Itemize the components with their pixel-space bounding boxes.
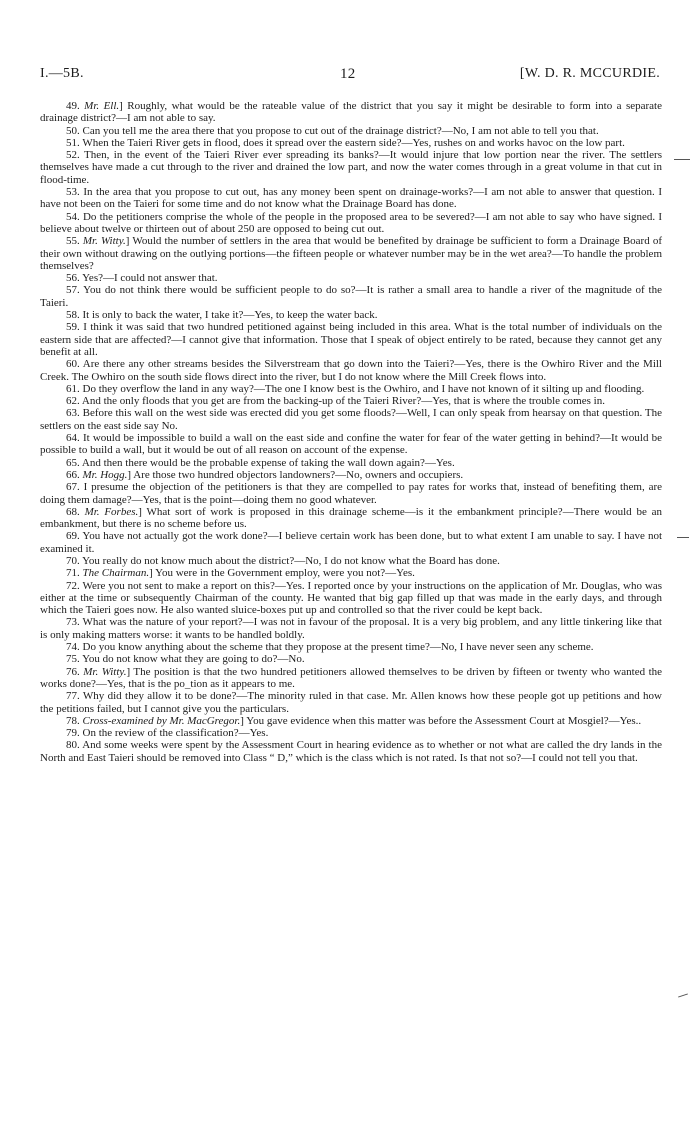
question-text: You have not actually got the work done?—I believe certain work has been done, but to what extent I am unable to say. I have not examined it. <box>40 530 662 555</box>
question-number: 56. <box>66 272 83 285</box>
question-number: 60. <box>66 358 83 371</box>
question-number: 50. <box>66 124 83 137</box>
question-paragraph <box>40 567 662 579</box>
question-paragraph <box>40 739 662 764</box>
question-paragraph <box>40 284 662 309</box>
question-number: 77. <box>66 690 83 703</box>
question-paragraph <box>40 666 662 691</box>
question-number: 61. <box>66 382 83 395</box>
question-text: Why did they allow it to be done?—The minority ruled in that case. Mr. Allen knows how these people got up petitions and how the petitions failed, but I cannot give you the particulars. <box>40 690 662 715</box>
question-text: ] You were in the Government employ, were you not?—Yes. <box>149 567 415 580</box>
question-text: You really do not know much about the district?—No, I do not know what the Board has done. <box>82 554 500 567</box>
question-paragraph <box>40 653 662 665</box>
question-text: Do you know anything about the scheme that they propose at the present time?—No, I have never seen any scheme. <box>82 641 594 654</box>
question-number: 58. <box>66 309 83 322</box>
question-number: 51. <box>66 136 83 149</box>
question-paragraph <box>40 506 662 531</box>
question-number: 70. <box>66 554 83 567</box>
question-text: Do they overflow the land in any way?—The one I know best is the Owhiro, and I have not known of it silting up and flooding. <box>82 382 645 395</box>
margin-mark <box>678 993 688 997</box>
page-header <box>40 66 660 86</box>
question-text: And some weeks were spent by the Assessment Court in hearing evidence as to whether or not what are called the dry lands in the North and East Taieri should be removed into Class “ D,” which is the class which is not rated. Is that not so?—I could not tell you that. <box>40 739 662 764</box>
question-text: ] Would the number of settlers in the area that would be benefited by drainage be sufficient to form a Drainage Board of their own without drawing on the outlying portions—the fifteen people or whatever number may be in the wet area?—To handle the problem themselves? <box>40 235 662 272</box>
question-paragraph <box>40 383 662 395</box>
question-paragraph <box>40 358 662 383</box>
speaker-name: Mr. Forbes. <box>84 505 139 518</box>
question-number: 65. <box>66 456 82 469</box>
question-text: What was the nature of your report?—I was not in favour of the proposal. It is a very big problem, and any little tinkering like that is only making matters worse: it wants to be handled boldly. <box>40 616 662 641</box>
question-paragraph <box>40 235 662 272</box>
question-paragraph <box>40 616 662 641</box>
page-number: 12 <box>340 66 356 82</box>
speaker-name: Mr. Ell. <box>84 100 120 112</box>
question-paragraph <box>40 530 662 555</box>
question-number: 57. <box>66 284 84 297</box>
question-text: Were you not sent to make a report on this?—Yes. I reported once by your instructions on the application of Mr. Douglas, who was either at the time or subsequently Chairman of the county. He wanted that big gap filled up that was made in the early days, and through which the Taieri goes now. He also wanted sluice-boxes put up and controlled so that the river could be kept back. <box>40 579 662 617</box>
question-number: 55. <box>66 235 83 248</box>
question-paragraph <box>40 641 662 653</box>
question-paragraph <box>40 469 662 481</box>
question-paragraph <box>40 432 662 457</box>
question-number: 75. <box>66 653 83 666</box>
question-text: ] Roughly, what would be the rateable value of the district that you say it might be desirable to form into a separate drainage district?—I am not able to say. <box>40 100 662 125</box>
question-number: 53. <box>66 186 84 199</box>
question-text: Do the petitioners comprise the whole of the people in the proposed area to be severed?—I am not able to say who have signed. I believe about twelve or thirteen out of about 250 are opposed to being cut out. <box>40 210 663 235</box>
margin-mark <box>677 537 689 538</box>
question-number: 52. <box>66 149 84 162</box>
question-number: 49. <box>66 100 85 112</box>
question-text: When the Taieri River gets in flood, does it spread over the eastern side?—Yes, rushes on and works havoc on the low part. <box>82 136 625 149</box>
question-paragraph <box>40 481 662 506</box>
question-text: It would be impossible to build a wall on the east side and confine the water for fear of the water getting in behind?—It would be possible to build a wall, but it would be out of all reason on account of the expense. <box>40 432 663 457</box>
question-paragraph <box>40 100 662 125</box>
question-number: 63. <box>66 407 83 420</box>
question-number: 72. <box>66 579 83 592</box>
question-paragraph <box>40 186 662 211</box>
question-number: 71. <box>66 567 83 580</box>
question-number: 64. <box>66 432 83 445</box>
question-paragraph <box>40 125 662 137</box>
question-text: ] The position is that the two hundred petitioners allowed themselves to be driven by fifteen or twenty who wanted the works done?—Yes, that is the po_tion as it appears to me. <box>40 665 663 690</box>
speaker-name: Mr. Hogg. <box>82 468 128 481</box>
question-paragraph <box>40 211 662 236</box>
question-text: Before this wall on the west side was erected did you get some floods?—Well, I can only speak from hearsay on that question. The settlers on the east side say No. <box>40 407 663 432</box>
evidence-transcript <box>40 100 662 764</box>
question-text: Then, in the event of the Taieri River ever spreading its banks?—It would injure that low portion near the river. The settlers themselves have made a cut through to the river and drained the low part, and now the water comes through in a great volume in that cut in flood-time. <box>40 149 662 186</box>
question-paragraph <box>40 555 662 567</box>
question-text: In the area that you propose to cut out, has any money been spent on drainage-works?—I am not able to answer that question. I have not been on the Taieri for some time and do not know what the Drainage Board has done. <box>40 186 663 211</box>
question-paragraph <box>40 715 662 727</box>
question-paragraph <box>40 149 662 186</box>
question-number: 67. <box>66 481 84 494</box>
question-paragraph <box>40 407 662 432</box>
question-paragraph <box>40 309 662 321</box>
question-number: 68. <box>66 505 85 518</box>
question-number: 78. <box>66 714 83 727</box>
question-number: 62. <box>66 395 82 408</box>
question-number: 59. <box>66 321 84 334</box>
question-number: 69. <box>66 530 83 543</box>
question-text: Yes?—I could not answer that. <box>82 272 218 285</box>
paper-reference: I.—5B. <box>40 66 84 81</box>
question-paragraph <box>40 137 662 149</box>
question-text: You do not know what they are going to do?—No. <box>82 653 305 666</box>
question-paragraph <box>40 690 662 715</box>
question-text: ] You gave evidence when this matter was before the Assessment Court at Mosgiel?—Yes.. <box>240 714 642 727</box>
question-text: ] Are those two hundred objectors landowners?—No, owners and occupiers. <box>127 468 464 481</box>
question-number: 79. <box>66 727 83 740</box>
speaker-name: Mr. Witty. <box>82 235 126 248</box>
question-number: 54. <box>66 210 83 223</box>
question-text: I think it was said that two hundred petitioned against being included in this area. What is the total number of individuals on the eastern side that are affected?—I cannot give that information. Those that I speak of object entirely to be rated, because they cannot get any benefit at all. <box>40 321 663 358</box>
question-number: 74. <box>66 641 83 654</box>
question-text: It is only to back the water, I take it?—Yes, to keep the water back. <box>82 309 378 322</box>
question-paragraph <box>40 272 662 284</box>
speaker-name: Mr. Witty. <box>83 665 127 678</box>
question-number: 73. <box>66 616 83 629</box>
speaker-name: Cross-examined by Mr. MacGregor. <box>82 714 241 727</box>
question-text: And then there would be the probable expense of taking the wall down again?—Yes. <box>81 456 455 469</box>
question-number: 66. <box>66 468 83 481</box>
question-text: ] What sort of work is proposed in this drainage scheme—is it the embankment principle?—There would be an embankment, but there is no scheme before us. <box>40 505 663 531</box>
question-paragraph <box>40 457 662 469</box>
question-text: I presume the objection of the petitioners is that they are compelled to pay rates for works that, instead of benefiting them, are doing them damage?—Yes, that is the point—doing them no good whatever. <box>40 481 662 506</box>
speaker-name: The Chairman. <box>82 567 150 580</box>
margin-mark <box>674 159 690 160</box>
question-text: You do not think there would be sufficient people to do so?—It is rather a small area to handle a river of the magnitude of the Taieri. <box>40 284 662 309</box>
question-text: And the only floods that you get are from the backing-up of the Taieri River?—Yes, that is where the trouble comes in. <box>81 395 605 408</box>
question-text: On the review of the classification?—Yes. <box>82 727 269 740</box>
question-number: 80. <box>66 739 83 752</box>
question-paragraph <box>40 580 662 617</box>
question-paragraph <box>40 727 662 739</box>
question-paragraph <box>40 395 662 407</box>
question-number: 76. <box>66 665 84 678</box>
witness-name: [W. D. R. MCCURDIE. <box>519 66 660 81</box>
question-text: Can you tell me the area there that you propose to cut out of the drainage district?—No, I am not able to tell you that. <box>82 124 599 137</box>
question-paragraph <box>40 321 662 358</box>
question-text: Are there any other streams besides the Silverstream that go down into the Taieri?—Yes, there is the Owhiro River and the Mill Creek. The Owhiro on the south side flows direct into the river, but I do not know where the Mill Creek flows into. <box>40 358 662 383</box>
